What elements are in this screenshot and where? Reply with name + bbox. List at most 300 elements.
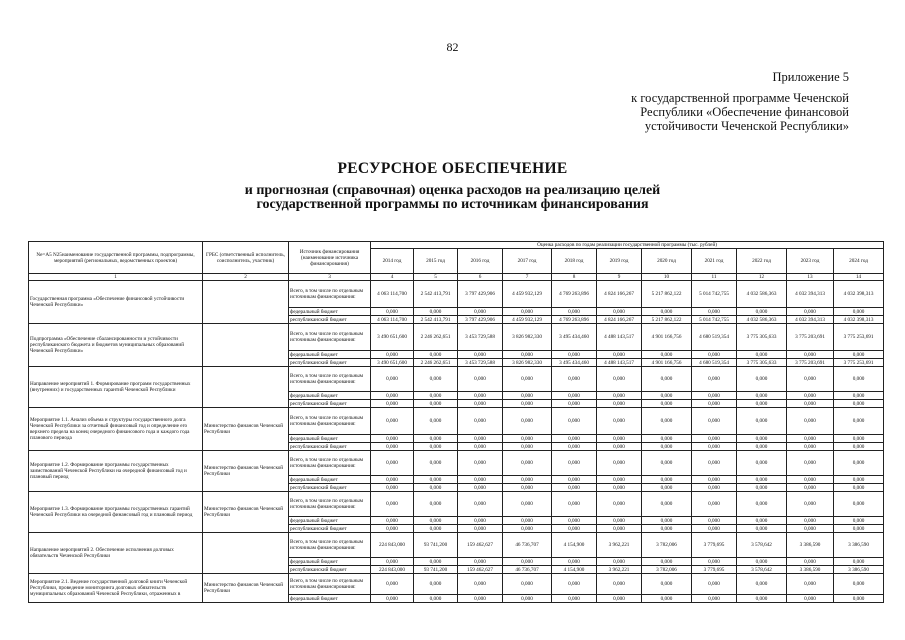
value-cell: 0,000 [642, 408, 692, 435]
appendix-line: к государственной программе Чеченской [631, 91, 849, 105]
value-cell: 0,000 [787, 484, 834, 492]
value-cell: 0,000 [737, 443, 787, 451]
value-cell: 3 775 305,633 [737, 324, 787, 351]
value-cell: 2 542 413,791 [414, 281, 458, 308]
value-cell: 0,000 [414, 443, 458, 451]
value-cell: 0,000 [458, 408, 503, 435]
column-number: 10 [642, 274, 692, 281]
value-cell: 0,000 [458, 308, 503, 316]
source-cell: Всего, в том числе по отдельным источникам финансирования: [289, 492, 371, 517]
table-row [29, 367, 884, 392]
column-number: 3 [289, 274, 371, 281]
header-year: 2018 год [552, 249, 597, 274]
value-cell: 2 542 413,791 [414, 316, 458, 324]
value-cell: 0,000 [692, 451, 737, 476]
value-cell: 0,000 [503, 517, 552, 525]
value-cell: 0,000 [737, 484, 787, 492]
value-cell: 0,000 [597, 367, 642, 392]
value-cell: 0,000 [371, 476, 414, 484]
value-cell: 3 782,006 [642, 533, 692, 558]
value-cell: 3 386,590 [834, 566, 884, 574]
value-cell: 0,000 [642, 476, 692, 484]
source-cell: республиканский бюджет [289, 316, 371, 324]
value-cell: 159 462,627 [458, 566, 503, 574]
value-cell: 4 032 398,313 [834, 316, 884, 324]
header-name: Ne=А5 N25наименование государственной программы, подпрограммы, мероприятий (региональных, ведомственных проектов) [29, 242, 203, 274]
value-cell: 4 154,900 [552, 566, 597, 574]
value-cell: 0,000 [737, 492, 787, 517]
value-cell: 0,000 [642, 308, 692, 316]
source-cell: республиканский бюджет [289, 566, 371, 574]
value-cell: 0,000 [414, 517, 458, 525]
value-cell: 0,000 [414, 435, 458, 443]
column-number: 6 [458, 274, 503, 281]
source-cell: Всего, в том числе по отдельным источникам финансирования: [289, 533, 371, 558]
value-cell: 93 741,200 [414, 566, 458, 574]
value-cell: 0,000 [371, 367, 414, 392]
value-cell: 0,000 [414, 574, 458, 595]
page-number: 82 [446, 40, 459, 54]
table-row [29, 574, 884, 595]
value-cell: 0,000 [414, 595, 458, 603]
value-cell: 3 386,590 [787, 566, 834, 574]
table-row [29, 492, 884, 517]
value-cell: 0,000 [834, 558, 884, 566]
value-cell: 0,000 [642, 517, 692, 525]
value-cell: 0,000 [787, 517, 834, 525]
value-cell: 4 488 143,517 [597, 324, 642, 351]
grbs-cell [203, 281, 289, 324]
appendix-note [631, 70, 849, 133]
value-cell: 0,000 [737, 517, 787, 525]
value-cell: 3 386,590 [787, 533, 834, 558]
value-cell: 0,000 [458, 492, 503, 517]
resource-table [28, 241, 884, 603]
header-year: 2016 год [458, 249, 503, 274]
value-cell: 0,000 [787, 443, 834, 451]
value-cell: 0,000 [834, 525, 884, 533]
value-cell: 3 826 982,330 [503, 359, 552, 367]
value-cell: 0,000 [834, 574, 884, 595]
value-cell: 0,000 [371, 595, 414, 603]
grbs-cell: Министерство финансов Чеченской Республики [203, 492, 289, 533]
value-cell: 0,000 [737, 451, 787, 476]
column-number: 8 [552, 274, 597, 281]
grbs-cell [203, 367, 289, 408]
appendix-line: устойчивости Чеченской Республики» [644, 119, 849, 133]
column-number: 1 [29, 274, 203, 281]
value-cell: 0,000 [642, 492, 692, 517]
value-cell: 0,000 [642, 574, 692, 595]
source-cell: республиканский бюджет [289, 525, 371, 533]
value-cell: 0,000 [737, 525, 787, 533]
value-cell: 0,000 [692, 492, 737, 517]
value-cell: 0,000 [597, 308, 642, 316]
value-cell: 159 462,627 [458, 533, 503, 558]
value-cell: 3 797 429,906 [458, 281, 503, 308]
value-cell: 0,000 [597, 392, 642, 400]
source-cell: республиканский бюджет [289, 443, 371, 451]
program-name-cell: Направление мероприятий 2. Обеспечение исполнения долговых обязательств Чеченской Республики [29, 533, 203, 574]
value-cell: 0,000 [503, 400, 552, 408]
value-cell: 4 032 586,363 [737, 281, 787, 308]
value-cell: 0,000 [834, 392, 884, 400]
value-cell: 0,000 [458, 574, 503, 595]
table-row [29, 281, 884, 308]
value-cell: 0,000 [458, 484, 503, 492]
appendix-line: Республики «Обеспечение финансовой [640, 105, 849, 119]
value-cell: 0,000 [834, 351, 884, 359]
value-cell: 0,000 [834, 367, 884, 392]
value-cell: 0,000 [503, 574, 552, 595]
value-cell: 0,000 [552, 492, 597, 517]
grbs-cell: Министерство финансов Чеченской Республики [203, 408, 289, 451]
source-cell: Всего, в том числе по отдельным источникам финансирования: [289, 367, 371, 392]
source-cell: федеральный бюджет [289, 476, 371, 484]
value-cell: 0,000 [737, 400, 787, 408]
value-cell: 0,000 [692, 308, 737, 316]
value-cell: 0,000 [552, 308, 597, 316]
header-year: 2020 год [642, 249, 692, 274]
value-cell: 4 680 519,354 [692, 324, 737, 351]
source-cell: Всего, в том числе по отдельным источникам финансирования: [289, 324, 371, 351]
value-cell: 0,000 [692, 595, 737, 603]
grbs-cell: Министерство финансов Чеченской Республики [203, 574, 289, 603]
value-cell: 0,000 [458, 558, 503, 566]
value-cell: 0,000 [597, 351, 642, 359]
value-cell: 0,000 [597, 517, 642, 525]
value-cell: 4 032 394,313 [787, 316, 834, 324]
value-cell: 0,000 [597, 443, 642, 451]
value-cell: 0,000 [787, 492, 834, 517]
column-number: 14 [834, 274, 884, 281]
value-cell: 0,000 [737, 558, 787, 566]
value-cell: 4 063 114,700 [371, 316, 414, 324]
value-cell: 0,000 [787, 574, 834, 595]
value-cell: 3 826 982,330 [503, 324, 552, 351]
value-cell: 4 680 519,354 [692, 359, 737, 367]
value-cell: 0,000 [597, 558, 642, 566]
value-cell: 0,000 [737, 308, 787, 316]
value-cell: 5 217 862,122 [642, 316, 692, 324]
value-cell: 0,000 [552, 367, 597, 392]
value-cell: 0,000 [597, 400, 642, 408]
title-line-3: государственной программы по источникам финансирования [256, 197, 649, 212]
value-cell: 0,000 [642, 367, 692, 392]
value-cell: 2 246 262,651 [414, 324, 458, 351]
value-cell: 0,000 [692, 400, 737, 408]
value-cell: 0,000 [414, 400, 458, 408]
value-cell: 0,000 [692, 558, 737, 566]
value-cell: 4 032 394,313 [787, 281, 834, 308]
value-cell: 0,000 [414, 484, 458, 492]
program-name-cell: Мероприятие 1.2. Формирование программы государственных заимствований Чеченской Республики на очередной финансовый год и плановый период [29, 451, 203, 492]
value-cell: 3 775 253,691 [834, 359, 884, 367]
value-cell: 0,000 [597, 476, 642, 484]
source-cell: федеральный бюджет [289, 517, 371, 525]
program-name-cell: Мероприятие 1.3. Формирование программы государственных гарантий Чеченской Республики на очередной финансовый год и плановый период [29, 492, 203, 533]
value-cell: 0,000 [737, 367, 787, 392]
value-cell: 0,000 [834, 435, 884, 443]
value-cell: 0,000 [834, 476, 884, 484]
value-cell: 0,000 [787, 308, 834, 316]
value-cell: 0,000 [552, 351, 597, 359]
value-cell: 0,000 [371, 408, 414, 435]
value-cell: 0,000 [371, 517, 414, 525]
value-cell: 0,000 [414, 392, 458, 400]
value-cell: 0,000 [371, 558, 414, 566]
value-cell: 0,000 [787, 435, 834, 443]
value-cell: 0,000 [834, 595, 884, 603]
column-number: 12 [737, 274, 787, 281]
value-cell: 0,000 [458, 451, 503, 476]
value-cell: 0,000 [503, 443, 552, 451]
value-cell: 4 459 932,129 [503, 316, 552, 324]
value-cell: 4 824 166,267 [597, 316, 642, 324]
value-cell: 0,000 [552, 443, 597, 451]
value-cell: 0,000 [642, 435, 692, 443]
value-cell: 4 459 932,129 [503, 281, 552, 308]
value-cell: 224 843,000 [371, 533, 414, 558]
source-cell: федеральный бюджет [289, 392, 371, 400]
value-cell: 0,000 [458, 400, 503, 408]
value-cell: 0,000 [737, 435, 787, 443]
program-name-cell: Государственная программа «Обеспечение финансовой устойчивости Чеченской Республики» [29, 281, 203, 324]
value-cell: 0,000 [371, 492, 414, 517]
value-cell: 5 014 742,755 [692, 281, 737, 308]
value-cell: 0,000 [458, 443, 503, 451]
table-row [29, 451, 884, 476]
value-cell: 0,000 [414, 558, 458, 566]
header-year: 2015 год [414, 249, 458, 274]
value-cell: 0,000 [692, 574, 737, 595]
value-cell: 0,000 [692, 392, 737, 400]
value-cell: 3 779,695 [692, 566, 737, 574]
value-cell: 0,000 [834, 451, 884, 476]
value-cell: 0,000 [834, 517, 884, 525]
value-cell: 0,000 [503, 408, 552, 435]
value-cell: 0,000 [642, 351, 692, 359]
value-cell: 0,000 [692, 443, 737, 451]
value-cell: 0,000 [737, 595, 787, 603]
value-cell: 0,000 [737, 574, 787, 595]
value-cell: 0,000 [503, 435, 552, 443]
table-row [29, 533, 884, 558]
value-cell: 0,000 [787, 400, 834, 408]
value-cell: 0,000 [458, 435, 503, 443]
title-line-1: РЕСУРСНОЕ ОБЕСПЕЧЕНИЕ [337, 160, 568, 177]
value-cell: 0,000 [552, 484, 597, 492]
value-cell: 0,000 [552, 595, 597, 603]
value-cell: 2 246 262,651 [414, 359, 458, 367]
value-cell: 0,000 [458, 517, 503, 525]
value-cell: 5 014 742,755 [692, 316, 737, 324]
value-cell: 4 032 586,363 [737, 316, 787, 324]
value-cell: 0,000 [597, 492, 642, 517]
value-cell: 4 901 166,756 [642, 324, 692, 351]
source-cell: федеральный бюджет [289, 351, 371, 359]
value-cell: 0,000 [503, 367, 552, 392]
program-name-cell: Мероприятие 2.1. Ведение государственной долговой книги Чеченской Республики, проведение мониторинга долговых обязательств муниципальных образований Чеченской Республики, отраженных в [29, 574, 203, 603]
value-cell: 93 741,200 [414, 533, 458, 558]
value-cell: 3 779,695 [692, 533, 737, 558]
value-cell: 0,000 [597, 525, 642, 533]
value-cell: 0,000 [597, 435, 642, 443]
value-cell: 0,000 [552, 392, 597, 400]
value-cell: 0,000 [503, 492, 552, 517]
value-cell: 4 824 166,267 [597, 281, 642, 308]
value-cell: 0,000 [371, 484, 414, 492]
program-name-cell: Направление мероприятий 1. Формирование программ государственных (внутренних) и государственных гарантий Чеченской Республики [29, 367, 203, 408]
header-grbs: ГРБС (ответственный исполнитель, соисполнитель, участник) [203, 242, 289, 274]
grbs-cell: Министерство финансов Чеченской Республики [203, 451, 289, 492]
value-cell: 0,000 [834, 492, 884, 517]
value-cell: 0,000 [642, 392, 692, 400]
value-cell: 0,000 [503, 351, 552, 359]
source-cell: федеральный бюджет [289, 435, 371, 443]
column-number: 2 [203, 274, 289, 281]
value-cell: 0,000 [414, 451, 458, 476]
value-cell: 0,000 [692, 351, 737, 359]
value-cell: 0,000 [458, 392, 503, 400]
value-cell: 0,000 [834, 308, 884, 316]
value-cell: 0,000 [787, 367, 834, 392]
value-cell: 4 901 166,756 [642, 359, 692, 367]
value-cell: 0,000 [371, 574, 414, 595]
value-cell: 0,000 [458, 367, 503, 392]
source-cell: республиканский бюджет [289, 400, 371, 408]
value-cell: 0,000 [414, 492, 458, 517]
header-year: 2017 год [503, 249, 552, 274]
document-title [0, 160, 905, 212]
value-cell: 0,000 [414, 367, 458, 392]
header-source: Источник финансирования (наименование источника финансирования) [289, 242, 371, 274]
value-cell: 0,000 [642, 451, 692, 476]
value-cell: 0,000 [597, 408, 642, 435]
value-cell: 0,000 [503, 595, 552, 603]
value-cell: 4 488 143,517 [597, 359, 642, 367]
value-cell: 0,000 [834, 443, 884, 451]
value-cell: 0,000 [552, 408, 597, 435]
column-number: 4 [371, 274, 414, 281]
header-year: 2021 год [692, 249, 737, 274]
header-year: 2024 год [834, 249, 884, 274]
column-number: 11 [692, 274, 737, 281]
value-cell: 0,000 [503, 484, 552, 492]
appendix-title: Приложение 5 [772, 70, 849, 84]
value-cell: 0,000 [692, 476, 737, 484]
value-cell: 0,000 [371, 451, 414, 476]
column-number: 7 [503, 274, 552, 281]
value-cell: 3 962,221 [597, 566, 642, 574]
value-cell: 4 032 398,313 [834, 281, 884, 308]
value-cell: 3 797 429,906 [458, 316, 503, 324]
value-cell: 0,000 [371, 308, 414, 316]
value-cell: 0,000 [371, 443, 414, 451]
value-cell: 0,000 [371, 392, 414, 400]
value-cell: 3 490 651,600 [371, 359, 414, 367]
value-cell: 0,000 [552, 476, 597, 484]
value-cell: 0,000 [787, 392, 834, 400]
value-cell: 0,000 [692, 517, 737, 525]
value-cell: 3 453 729,588 [458, 359, 503, 367]
value-cell: 3 775 203,691 [787, 324, 834, 351]
value-cell: 0,000 [692, 484, 737, 492]
value-cell: 46 736,707 [503, 566, 552, 574]
value-cell: 3 775 253,691 [834, 324, 884, 351]
value-cell: 3 490 651,600 [371, 324, 414, 351]
value-cell: 0,000 [737, 476, 787, 484]
value-cell: 0,000 [552, 558, 597, 566]
value-cell: 0,000 [371, 435, 414, 443]
value-cell: 0,000 [787, 451, 834, 476]
value-cell: 0,000 [503, 451, 552, 476]
value-cell: 5 217 862,122 [642, 281, 692, 308]
program-name-cell: Мероприятие 1.1. Анализ объема и структуры государственного долга Чеченской Республики за отчетный финансовый год и определение его верхнего предела на конец очередного финансового года и каждого года планового периода [29, 408, 203, 451]
value-cell: 0,000 [834, 400, 884, 408]
resource-table-wrapper [28, 241, 883, 603]
value-cell: 0,000 [692, 435, 737, 443]
value-cell: 3 775 305,633 [737, 359, 787, 367]
value-cell: 0,000 [642, 525, 692, 533]
value-cell: 0,000 [642, 484, 692, 492]
column-number-row [29, 274, 884, 281]
value-cell: 0,000 [503, 308, 552, 316]
value-cell: 0,000 [552, 525, 597, 533]
header-estimate: Оценка расходов по годам реализации государственной программы (тыс. рублей) [371, 242, 884, 249]
source-cell: федеральный бюджет [289, 308, 371, 316]
source-cell: республиканский бюджет [289, 359, 371, 367]
program-name-cell: Подпрограмма «Обеспечение сбалансированности и устойчивости республиканского бюджета и бюджетов муниципальных образований Чеченской Республики» [29, 324, 203, 367]
value-cell: 4 769 263,896 [552, 316, 597, 324]
value-cell: 3 775 203,691 [787, 359, 834, 367]
value-cell: 0,000 [597, 574, 642, 595]
value-cell: 0,000 [642, 400, 692, 408]
value-cell: 0,000 [692, 525, 737, 533]
value-cell: 4 063 114,700 [371, 281, 414, 308]
table-row [29, 408, 884, 435]
source-cell: Всего, в том числе по отдельным источникам финансирования: [289, 408, 371, 435]
value-cell: 4 154,900 [552, 533, 597, 558]
grbs-cell [203, 533, 289, 574]
value-cell: 0,000 [503, 392, 552, 400]
value-cell: 0,000 [552, 451, 597, 476]
column-number: 13 [787, 274, 834, 281]
value-cell: 0,000 [503, 558, 552, 566]
value-cell: 0,000 [414, 408, 458, 435]
value-cell: 46 736,707 [503, 533, 552, 558]
value-cell: 0,000 [834, 484, 884, 492]
value-cell: 3 495 434,460 [552, 324, 597, 351]
value-cell: 0,000 [414, 308, 458, 316]
value-cell: 224 843,000 [371, 566, 414, 574]
value-cell: 0,000 [787, 476, 834, 484]
value-cell: 0,000 [503, 476, 552, 484]
value-cell: 0,000 [503, 525, 552, 533]
source-cell: Всего, в том числе по отдельным источникам финансирования: [289, 574, 371, 595]
source-cell: федеральный бюджет [289, 558, 371, 566]
value-cell: 0,000 [737, 392, 787, 400]
value-cell: 0,000 [597, 484, 642, 492]
value-cell: 0,000 [642, 443, 692, 451]
header-year: 2022 год [737, 249, 787, 274]
value-cell: 0,000 [787, 558, 834, 566]
header-year: 2014 год [371, 249, 414, 274]
value-cell: 0,000 [597, 595, 642, 603]
column-number: 9 [597, 274, 642, 281]
value-cell: 0,000 [552, 435, 597, 443]
source-cell: Всего, в том числе по отдельным источникам финансирования: [289, 281, 371, 308]
